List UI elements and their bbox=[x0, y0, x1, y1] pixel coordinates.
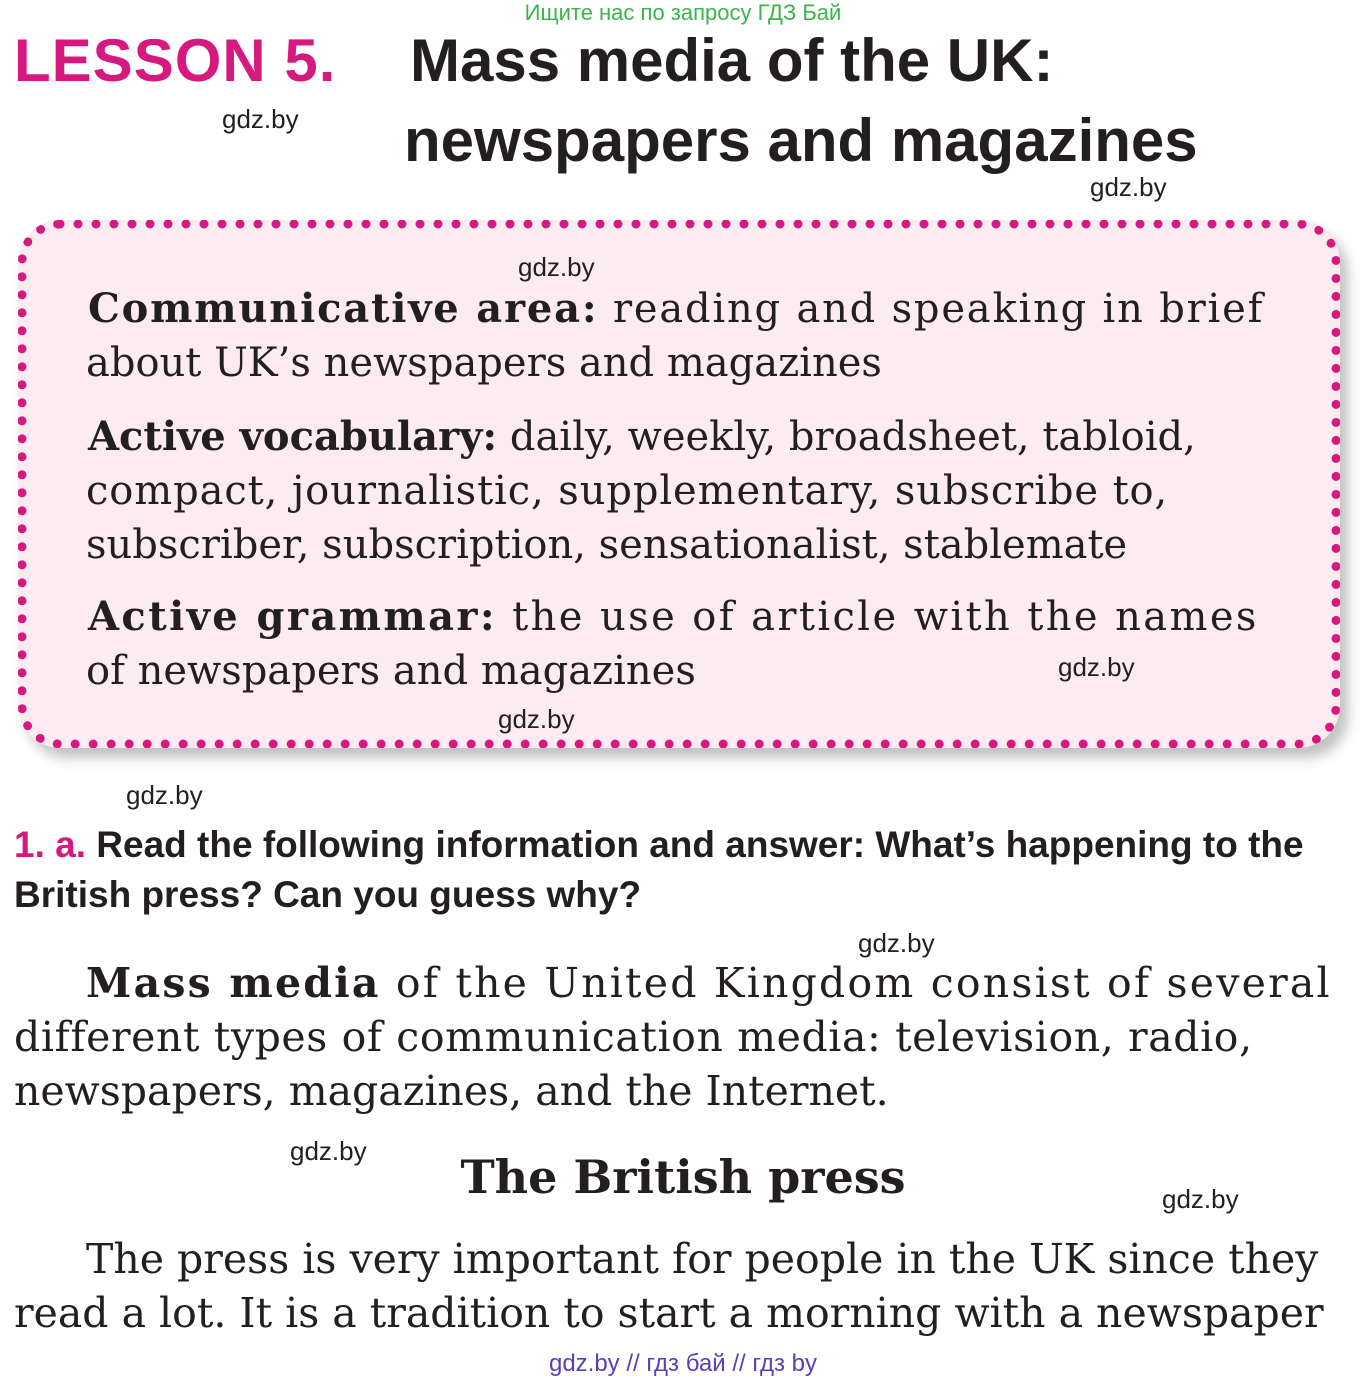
footer-links: gdz.by // гдз бай // гдз by bbox=[548, 1350, 818, 1377]
site-banner: Ищите нас по запросу ГДЗ Бай bbox=[524, 0, 842, 25]
intro-line-1 bbox=[86, 956, 1332, 1010]
watermark: gdz.by bbox=[126, 780, 203, 810]
active-vocabulary-text: daily, weekly, broadsheet, tabloid, bbox=[509, 414, 1196, 460]
active-vocabulary-line-1 bbox=[88, 410, 1196, 464]
lesson-number: LESSON 5. bbox=[14, 27, 337, 94]
watermark: gdz.by bbox=[1058, 652, 1135, 682]
watermark: gdz.by bbox=[290, 1136, 367, 1166]
active-grammar-label: Active grammar: bbox=[88, 593, 498, 640]
intro-term: Mass media bbox=[86, 959, 381, 1007]
active-vocabulary-line-3: subscriber, subscription, sensationalist, stablemate bbox=[86, 522, 1128, 568]
communicative-area-text: reading and speaking in brief bbox=[612, 286, 1265, 332]
active-grammar-line-1 bbox=[88, 590, 1259, 644]
communicative-area-label: Communicative area: bbox=[88, 285, 599, 332]
press-paragraph-line-1: The press is very important for people in the UK since they bbox=[86, 1235, 1319, 1283]
press-paragraph-line-2: read a lot. It is a tradition to start a morning with a newspaper bbox=[14, 1289, 1324, 1337]
lesson-title-line-1: Mass media of the UK: bbox=[410, 27, 1054, 94]
watermark: gdz.by bbox=[858, 928, 935, 958]
task-1a bbox=[14, 820, 1354, 920]
watermark: gdz.by bbox=[222, 104, 299, 134]
task-number: 1. a. bbox=[14, 824, 86, 865]
watermark: gdz.by bbox=[1162, 1184, 1239, 1214]
active-grammar-text: the use of article with the names bbox=[512, 594, 1259, 640]
intro-line-2: different types of communication media: television, radio, bbox=[14, 1013, 1253, 1061]
active-grammar-line-2: of newspapers and magazines bbox=[86, 648, 696, 694]
communicative-area-line-2: about UK’s newspapers and magazines bbox=[86, 340, 882, 386]
task-instruction: Read the following information and answer: What’s happening to the British press? Can you guess why? bbox=[14, 824, 1304, 915]
active-vocabulary-line-2: compact, journalistic, supplementary, subscribe to, bbox=[86, 468, 1169, 514]
intro-text: of the United Kingdom consist of several bbox=[395, 959, 1332, 1007]
watermark: gdz.by bbox=[498, 704, 575, 734]
watermark: gdz.by bbox=[518, 252, 595, 282]
active-vocabulary-label: Active vocabulary: bbox=[88, 413, 498, 460]
watermark: gdz.by bbox=[1090, 172, 1167, 202]
lesson-title-line-2: newspapers and magazines bbox=[404, 107, 1198, 174]
intro-line-3: newspapers, magazines, and the Internet. bbox=[14, 1067, 889, 1115]
communicative-area-line-1 bbox=[88, 282, 1264, 336]
section-heading: The British press bbox=[460, 1150, 906, 1204]
